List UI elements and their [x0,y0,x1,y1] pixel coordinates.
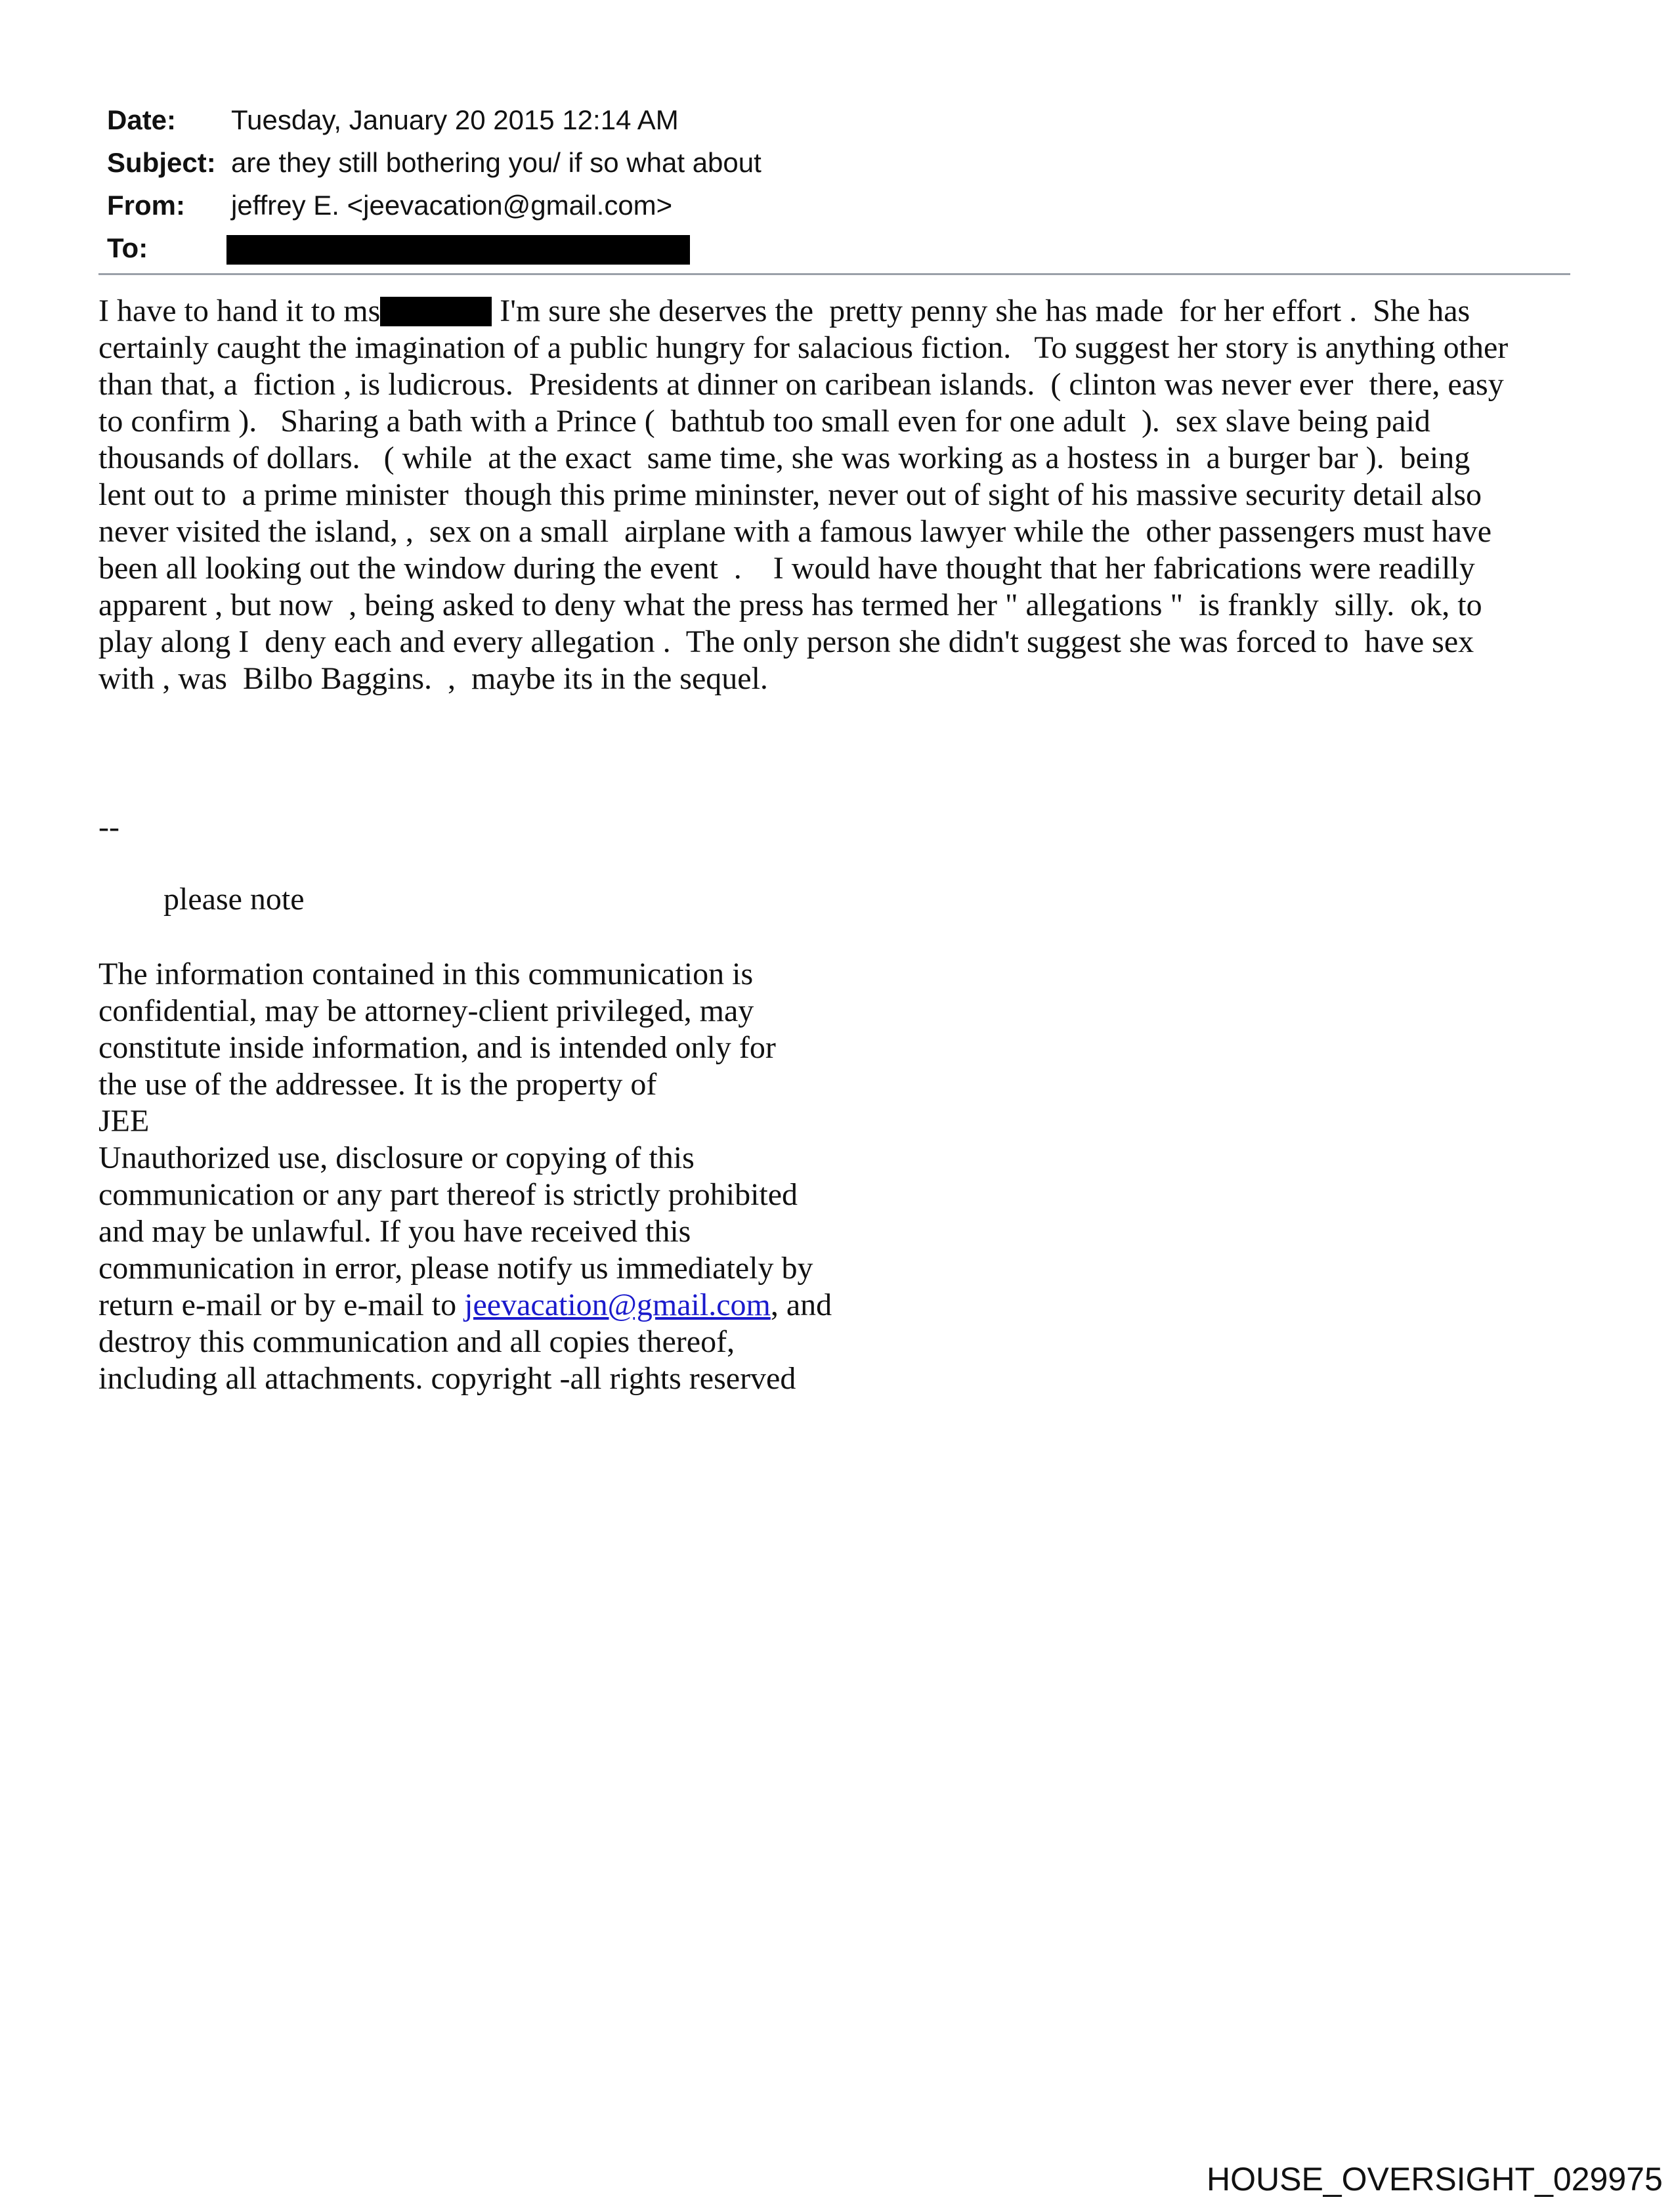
from-label: From: [107,190,185,221]
body-line: lent out to a prime minister though this prime mininster, never out of sight of his massive security detail also [98,477,1482,512]
disclaimer-line [98,1287,832,1324]
from-value: jeffrey E. <jeevacation@gmail.com> [231,190,673,221]
body-line [98,293,1508,330]
body-line: been all looking out the window during the event . I would have thought that her fabrications were readilly [98,551,1475,586]
name-redaction [380,297,492,326]
email-body [98,293,1508,697]
body-line: than that, a fiction , is ludicrous. Presidents at dinner on caribean islands. ( clinton was never ever there, easy [98,367,1504,402]
body-line: with , was Bilbo Baggins. , maybe its in the sequel. [98,661,768,696]
body-line: to confirm ). Sharing a bath with a Prince ( bathtub too small even for one adult ). sex slave being paid [98,404,1430,439]
body-line: never visited the island, , sex on a small airplane with a famous lawyer while the other passengers must have [98,514,1492,549]
to-redaction [226,235,690,265]
body-line: certainly caught the imagination of a public hungry for salacious fiction. To suggest her story is anything other [98,330,1509,365]
disclaimer-line: and may be unlawful. If you have received this [98,1214,691,1249]
body-text: I'm sure she deserves the pretty penny she has made for her effort . She has [492,293,1470,328]
disclaimer-line: destroy this communication and all copies thereof, [98,1324,735,1359]
date-value: Tuesday, January 20 2015 12:14 AM [231,104,679,135]
date-label: Date: [107,104,177,135]
signature-separator: -- [98,810,119,844]
to-label: To: [107,232,148,263]
disclaimer-text: , and [770,1288,832,1322]
body-line: play along I deny each and every allegation . The only person she didn't suggest she was forced to have sex [98,624,1474,659]
subject-label: Subject: [107,147,216,178]
header-divider [98,273,1570,275]
please-note: please note [163,882,305,917]
confidentiality-disclaimer [98,956,832,1397]
disclaimer-line: Unauthorized use, disclosure or copying of this [98,1140,695,1175]
disclaimer-line: constitute inside information, and is intended only for [98,1030,776,1065]
disclaimer-text: return e-mail or by e-mail to [98,1288,465,1322]
subject-value: are they still bothering you/ if so what about [231,147,762,178]
disclaimer-line: confidential, may be attorney-client privileged, may [98,993,754,1028]
bates-number: HOUSE_OVERSIGHT_029975 [1207,2161,1663,2198]
disclaimer-line: communication in error, please notify us immediately by [98,1251,813,1286]
disclaimer-line: The information contained in this communication is [98,957,754,991]
disclaimer-line: JEE [98,1104,150,1139]
body-text: I have to hand it to ms [98,293,381,328]
disclaimer-line: the use of the addressee. It is the property of [98,1067,657,1102]
body-line: apparent , but now , being asked to deny what the press has termed her " allegations " is frankly silly. ok, to [98,588,1482,622]
body-line: thousands of dollars. ( while at the exact same time, she was working as a hostess in a burger bar ). being [98,441,1470,475]
disclaimer-line: including all attachments. copyright -all rights reserved [98,1361,796,1396]
disclaimer-line: communication or any part thereof is strictly prohibited [98,1177,798,1212]
email-link[interactable]: jeevacation@gmail.com [464,1288,771,1322]
